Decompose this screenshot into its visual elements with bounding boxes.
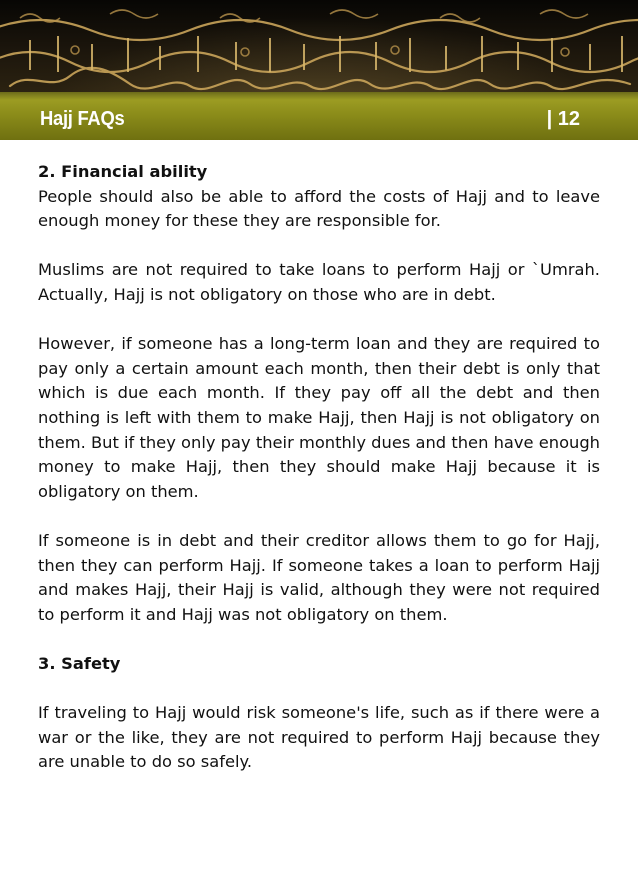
section-heading-safety: 3. Safety — [38, 653, 121, 673]
header-banner — [0, 0, 638, 140]
paragraph-safety: If traveling to Hajj would risk someone's life, such as if there were a war or the like, they are not required to perform Hajj because they are unable to do so safely. — [38, 703, 600, 772]
paragraph-gap — [38, 234, 600, 259]
paragraph-loans: Muslims are not required to take loans to perform Hajj or `Umrah. Actually, Hajj is not obligatory on those who are in debt. — [38, 260, 600, 304]
paragraph-gap — [38, 676, 600, 701]
paragraph-gap — [38, 504, 600, 529]
kiswah-calligraphy-image — [0, 0, 638, 92]
page-content — [38, 160, 600, 775]
page-number: | 12 — [546, 108, 580, 130]
paragraph-afford-costs: People should also be able to afford the costs of Hajj and to leave enough money for these they are responsible for. — [38, 186, 600, 231]
title-bar-shadow — [0, 92, 638, 100]
section-heading-financial: 2. Financial ability — [38, 162, 208, 181]
calligraphy-art — [0, 0, 638, 92]
paragraph-gap — [38, 627, 600, 652]
paragraph-long-term-loan: However, if someone has a long-term loan and they are required to pay only a certain amount each month, then their debt is only that which is due each month. If they pay off all the debt and then nothing is left with them to make Hajj, then Hajj is not obligatory on them. But if they only pay their monthly dues and then have enough money to make Hajj, then they should make Hajj because it is obligatory on them. — [38, 334, 600, 501]
document-title: Hajj FAQs — [40, 108, 125, 130]
paragraph-gap — [38, 308, 600, 333]
paragraph-creditor: If someone is in debt and their creditor allows them to go for Hajj, then they can perform Hajj. If someone takes a loan to perform Hajj and makes Hajj, their Hajj is valid, although they were not required to perform it and Hajj was not obligatory on them. — [38, 530, 600, 624]
